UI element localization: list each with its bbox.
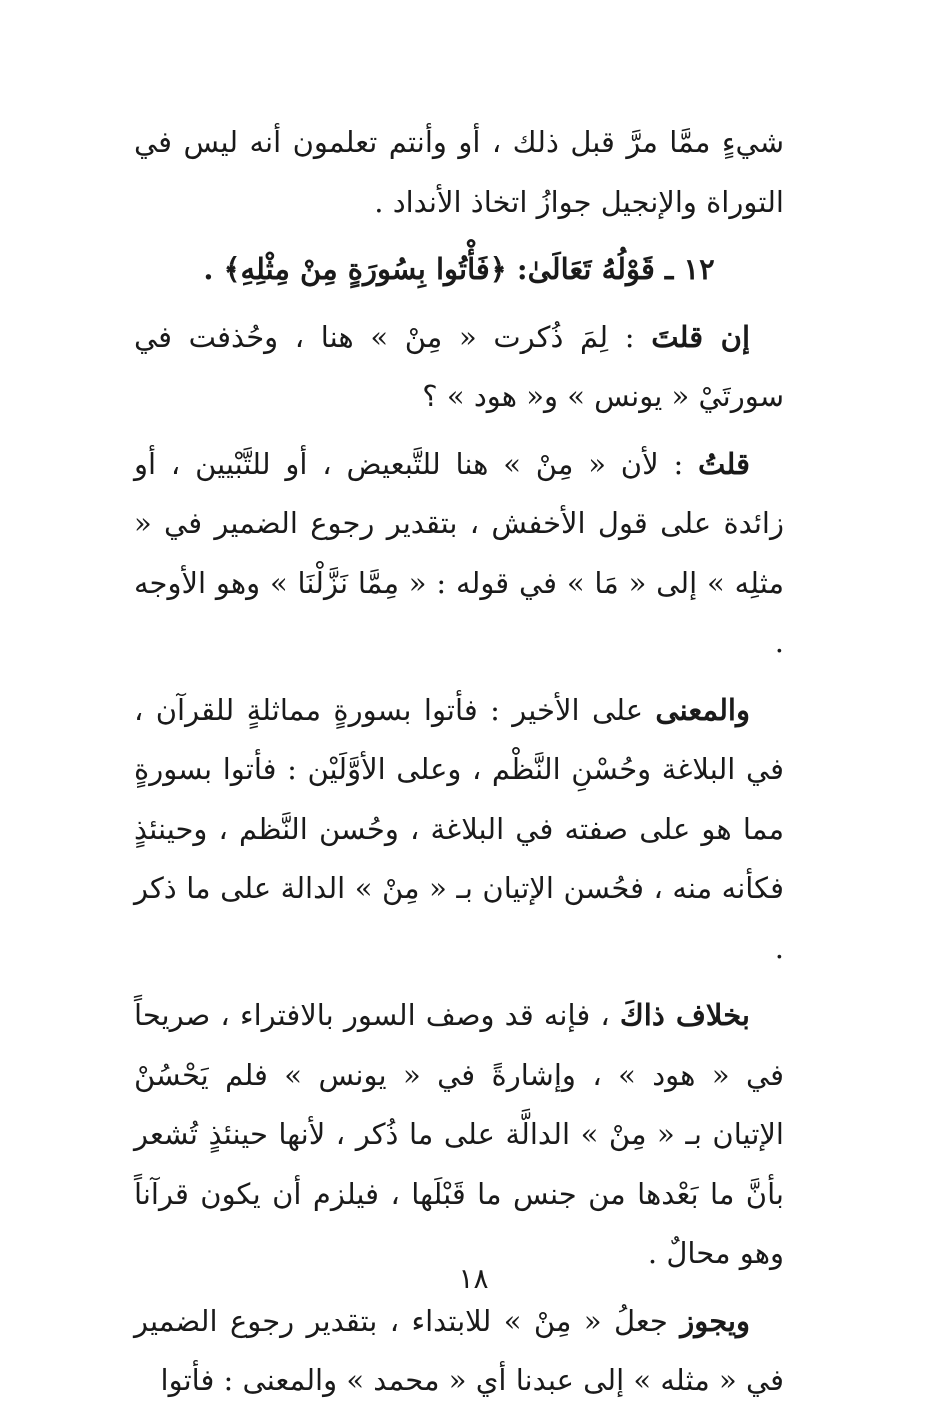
verse-heading-label: ١٢ ـ قَوْلُهُ تَعَالَىٰ:	[516, 252, 715, 286]
verse-quote: ﴿فَأْتُوا بِسُورَةٍ مِنْ مِثْلِهِ﴾ .	[203, 252, 507, 286]
paragraph-lead: إن قلتَ	[651, 319, 750, 354]
paragraph-text: : لأن « مِنْ » هنا للتَّبعيض ، أو للتَّبْيين ، أو زائدة على قول الأخفش ، بتقدير رجوع الضمير في « مثلِه » إلى « مَا » في قوله : « مِمَّا نَزَّلْنَا » وهو الأوجه .	[134, 446, 784, 659]
paragraph-meaning	[134, 681, 784, 979]
paragraph-text: شيءٍ ممَّا مرَّ قبل ذلك ، أو وأنتم تعلمون أنه ليس في التوراة والإنجيل جوازُ اتخاذ الأنداد .	[134, 125, 784, 219]
paragraph-alternative	[134, 1292, 784, 1411]
paragraph-continuation	[134, 113, 784, 232]
paragraph-text: جعلُ « مِنْ » للابتداء ، بتقدير رجوع الضمير في « مثله » إلى عبدنا أي « محمد » والمعنى : فأتوا	[134, 1303, 784, 1397]
paragraph-text: : لِمَ ذُكرت « مِنْ » هنا ، وحُذفت في سورتَيْ « يونس » و« هود » ؟	[134, 319, 784, 413]
paragraph-question	[134, 308, 784, 427]
verse-heading	[134, 240, 784, 300]
paragraph-text: ، فإنه قد وصف السور بالافتراء ، صريحاً في « هود » ، وإشارةً في « يونس » فلم يَحْسُنْ الإتيان بـ « مِنْ » الدالَّة على ما ذُكر ، لأنها حينئذٍ تُشعر بأنَّ ما بَعْدها من جنس ما قَبْلَها ، فيلزم أن يكون قرآناً وهو محالٌ .	[134, 998, 784, 1270]
paragraph-contrast	[134, 986, 784, 1284]
paragraph-lead: والمعنى	[655, 692, 750, 727]
paragraph-answer	[134, 435, 784, 673]
paragraph-text: على الأخير : فأتوا بسورةٍ مماثلةٍ للقرآن ، في البلاغة وحُسْنِ النَّظْم ، وعلى الأوَّلَيْن : فأتوا بسورةٍ مما هو على صفته في البلاغة ، وحُسن النَّظم ، وحينئذٍ فكأنه منه ، فحُسن الإتيان بـ « مِنْ » الدالة على ما ذكر .	[134, 692, 784, 965]
page-body	[134, 113, 784, 1411]
paragraph-lead: قلتُ	[698, 446, 750, 481]
paragraph-lead: ويجوز	[680, 1303, 750, 1338]
paragraph-lead: بخلاف ذاكَ	[619, 998, 750, 1032]
page-number: ١٨	[458, 1262, 489, 1295]
